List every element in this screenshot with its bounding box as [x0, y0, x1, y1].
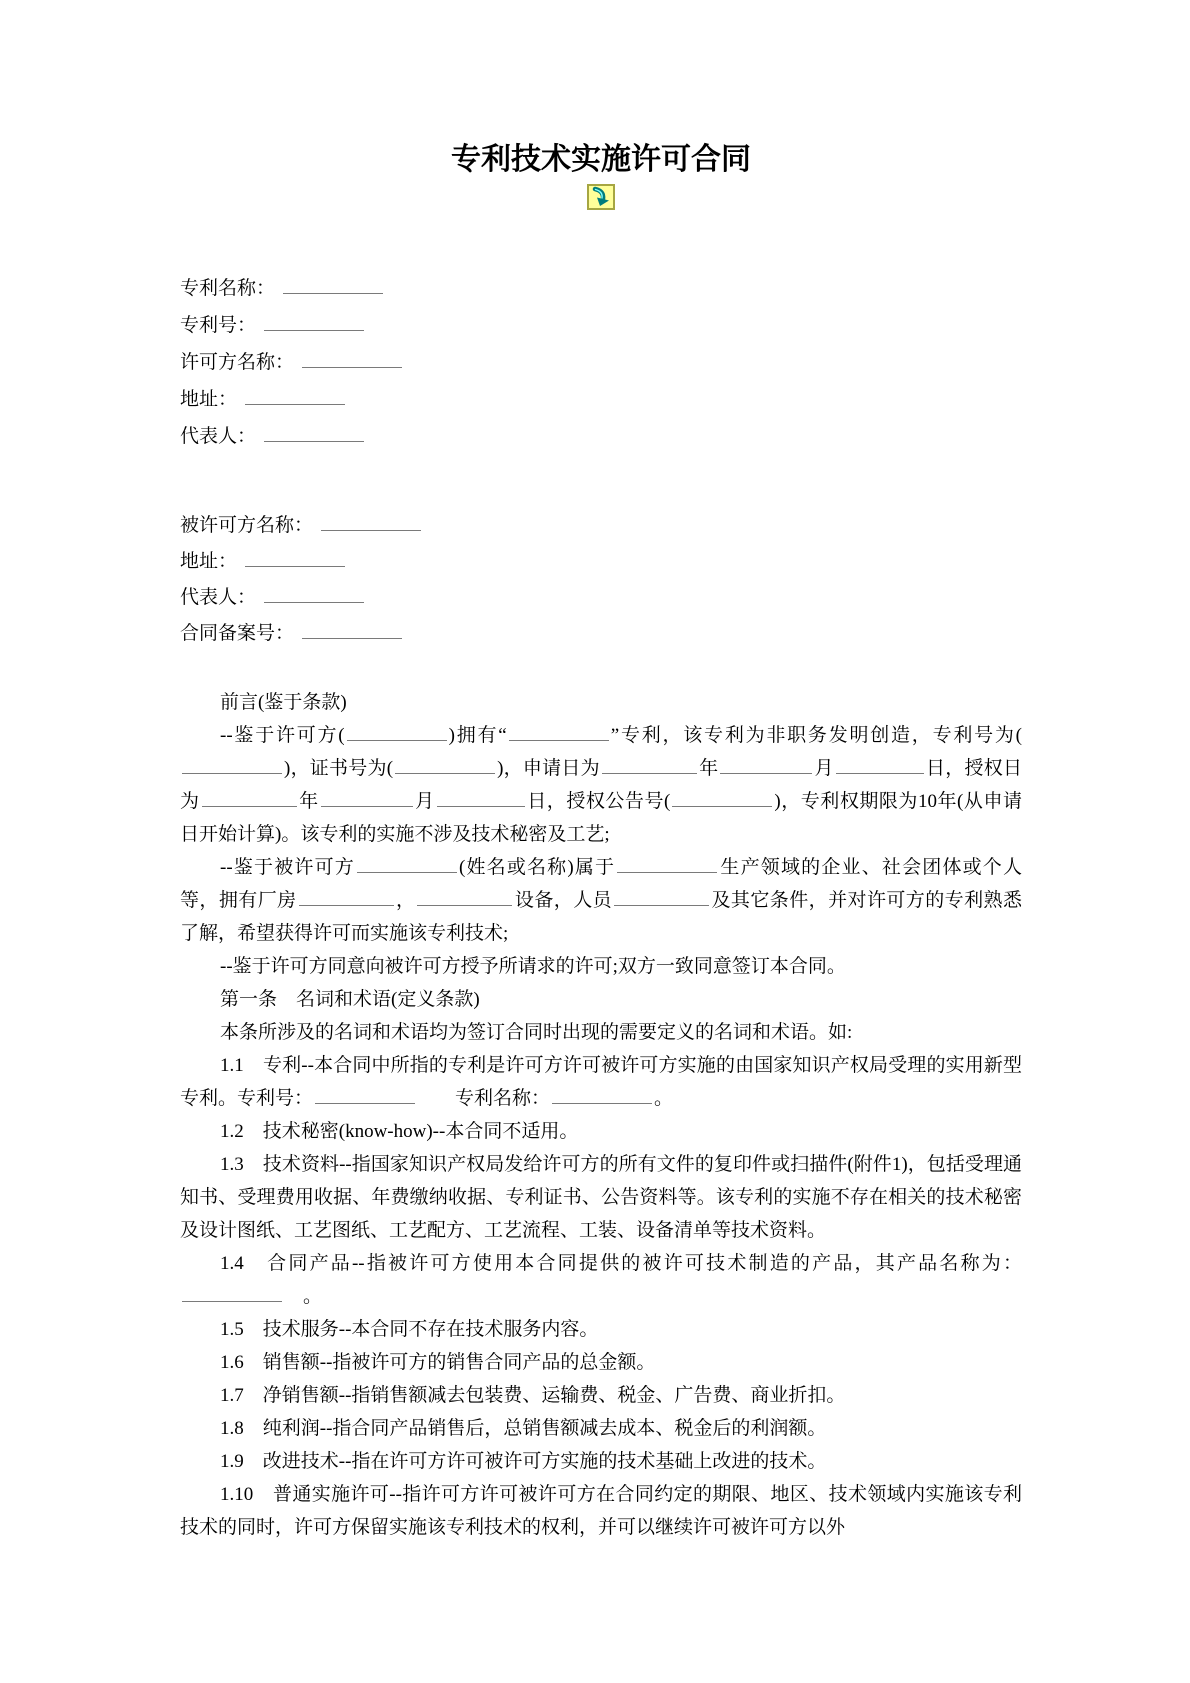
- clause-1-3: 1.3 技术资料--指国家知识产权局发给许可方的所有文件的复印件或扫描件(附件1)，包括受理通知书、受理费用收据、年费缴纳收据、专利证书、公告资料等。该专利的实施不存在相关的技术秘密及设计图纸、工艺图纸、工艺配方、工艺流程、工装、设备清单等技术资料。: [180, 1154, 1022, 1241]
- article-1-intro: 本条所涉及的名词和术语均为签订合同时出现的需要定义的名词和术语。如:: [220, 1022, 853, 1043]
- field-label: 代表人：: [180, 426, 257, 447]
- blank-underline: [672, 792, 772, 807]
- field-label: 被许可方名称：: [180, 515, 314, 536]
- clause-1-7: 1.7 净销售额--指销售额减去包装费、运输费、税金、广告费、商业折扣。: [220, 1385, 846, 1406]
- clause-1-6: 1.6 销售额--指被许可方的销售合同产品的总金额。: [220, 1352, 656, 1373]
- fields-group-patent: [180, 270, 1022, 455]
- blank-underline: [614, 891, 709, 906]
- recital-agreement: --鉴于许可方同意向被许可方授予所请求的许可;双方一致同意签订本合同。: [220, 956, 846, 977]
- field-label: 地址：: [180, 389, 238, 410]
- contract-body: [180, 686, 1022, 1544]
- field-label: 许可方名称：: [180, 352, 295, 373]
- field-row: [180, 580, 1022, 616]
- field-label: 专利号：: [180, 315, 257, 336]
- clause-1-5: 1.5 技术服务--本合同不存在技术服务内容。: [220, 1319, 599, 1340]
- blank-underline: [264, 427, 364, 442]
- field-label: 合同备案号：: [180, 623, 295, 644]
- blank-underline: [302, 624, 402, 639]
- blank-underline: [395, 759, 495, 774]
- blank-underline: [315, 1089, 415, 1104]
- blank-underline: [720, 759, 812, 774]
- field-row: [180, 544, 1022, 580]
- blank-underline: [245, 552, 345, 567]
- clause-1-10: 1.10 普通实施许可--指许可方许可被许可方在合同约定的期限、地区、技术领域内实施该专利技术的同时，许可方保留实施该专利技术的权利，并可以继续许可被许可方以外: [180, 1484, 1022, 1538]
- field-row: [180, 418, 1022, 455]
- blank-underline: [182, 759, 282, 774]
- field-row: [180, 508, 1022, 544]
- field-label: 代表人：: [180, 587, 257, 608]
- article-1-heading: 第一条 名词和术语(定义条款): [220, 989, 480, 1010]
- field-row: [180, 307, 1022, 344]
- blank-underline: [202, 792, 297, 807]
- clause-1-9: 1.9 改进技术--指在许可方许可被许可方实施的技术基础上改进的技术。: [220, 1451, 827, 1472]
- blank-underline: [321, 516, 421, 531]
- blank-underline: [321, 792, 413, 807]
- clause-1-4: 1.4 合同产品--指被许可方使用本合同提供的被许可技术制造的产品，其产品名称为： 。: [180, 1247, 1022, 1313]
- recital-licensee: --鉴于被许可方 (姓名或名称)属于 生产领域的企业、社会团体或个人等，拥有厂房 ， 设备，人员 及其它条件，并对许可方的专利熟悉了解，希望获得许可而实施该专利技术;: [180, 857, 1022, 944]
- field-label: 专利名称：: [180, 278, 276, 299]
- curved-arrow-icon[interactable]: [587, 184, 615, 210]
- field-row: [180, 381, 1022, 418]
- blank-underline: [509, 726, 609, 741]
- blank-underline: [182, 1287, 282, 1302]
- blank-underline: [347, 726, 447, 741]
- blank-underline: [357, 858, 457, 873]
- fields-group-licensee: [180, 508, 1022, 652]
- clause-1-2: 1.2 技术秘密(know-how)--本合同不适用。: [220, 1121, 579, 1142]
- preamble-heading: 前言(鉴于条款): [220, 692, 347, 713]
- blank-underline: [552, 1089, 652, 1104]
- blank-underline: [437, 792, 525, 807]
- blank-underline: [602, 759, 697, 774]
- title-icon-row: [180, 184, 1022, 212]
- blank-underline: [302, 353, 402, 368]
- blank-underline: [299, 891, 394, 906]
- blank-underline: [264, 588, 364, 603]
- clause-1-1: 1.1 专利--本合同中所指的专利是许可方许可被许可方实施的由国家知识产权局受理的实用新型专利。专利号： 专利名称： 。: [180, 1055, 1022, 1109]
- blank-underline: [264, 316, 364, 331]
- recital-licensor: --鉴于许可方( )拥有“ ”专利，该专利为非职务发明创造，专利号为()，证书号为( )，申请日为 年 月 日，授权日为 年 月 日，授权公告号( )，专利权期限为10年(从申请日开始计算)。该专利的实施不涉及技术秘密及工艺;: [180, 725, 1023, 845]
- blank-underline: [836, 759, 924, 774]
- field-row: [180, 616, 1022, 652]
- field-row: [180, 344, 1022, 381]
- blank-underline: [283, 279, 383, 294]
- blank-underline: [617, 858, 717, 873]
- field-label: 地址：: [180, 551, 238, 572]
- page-title: 专利技术实施许可合同: [451, 143, 751, 176]
- blank-underline: [245, 390, 345, 405]
- field-row: [180, 270, 1022, 307]
- blank-underline: [417, 891, 512, 906]
- clause-1-8: 1.8 纯利润--指合同产品销售后，总销售额减去成本、税金后的利润额。: [220, 1418, 827, 1439]
